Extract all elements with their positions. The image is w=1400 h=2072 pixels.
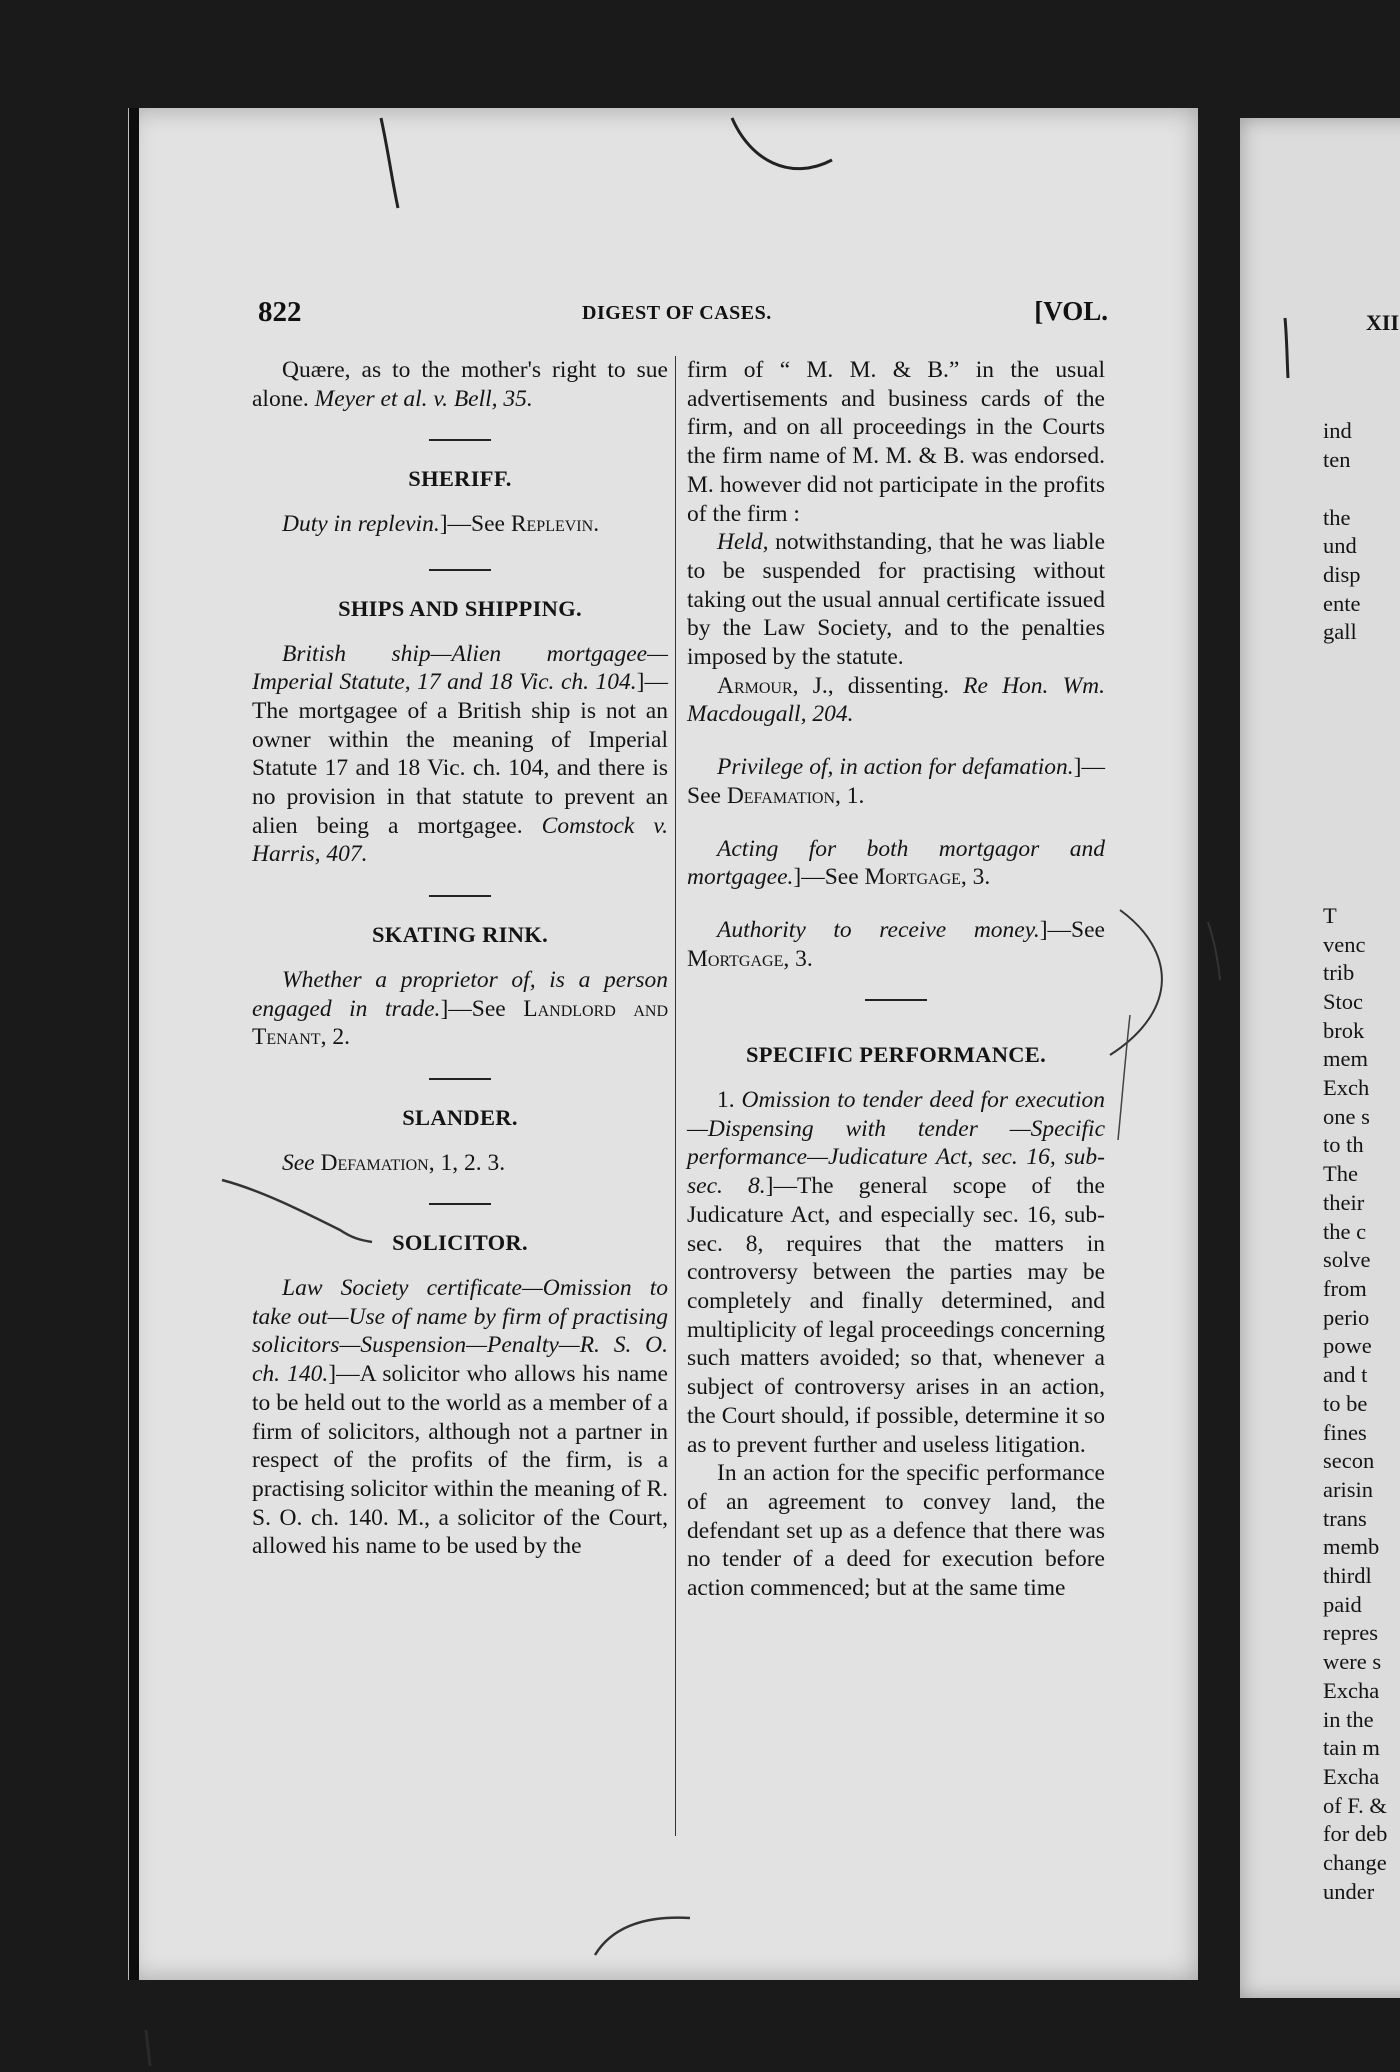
case-citation: Comstock v. Harris, 407. (252, 812, 668, 868)
page-number: 822 (258, 296, 302, 328)
facing-page-line: und (1323, 533, 1357, 559)
volume-label: [VOL. (1034, 296, 1108, 326)
facing-page-line: brok (1323, 1017, 1365, 1043)
facing-page-line (1323, 475, 1400, 504)
dissent-line: Armour, J., dissenting. Re Hon. Wm. Macdougall, 204. (687, 672, 1106, 728)
facing-page-lines-bottom (1323, 902, 1400, 1907)
entry-sheriff: Duty in replevin.]—See Replevin. (282, 511, 600, 538)
facing-page-line: The (1323, 1161, 1358, 1187)
section-rule (429, 1078, 491, 1080)
left-column (252, 356, 668, 1561)
facing-page-line: the (1323, 504, 1351, 530)
facing-page-line: under (1323, 1878, 1375, 1904)
entry-ships: British ship—Alien mortgagee—Imperial Statute, 17 and 18 Vic. ch. 104.]—The mortgagee of a British ship is not an owner within the meaning of Imperial Statute 17 and 18 Vic. ch. 104, and there is no provision in that statute to prevent an alien being a mortgagee. Comstock v. Harris, 407. (252, 640, 668, 868)
facing-page-line: disp (1323, 561, 1361, 587)
facing-page-line: their (1323, 1189, 1365, 1215)
running-title: DIGEST OF CASES. (582, 302, 772, 324)
facing-page-line: arisin (1323, 1476, 1373, 1502)
section-rule (429, 439, 491, 441)
facing-page-line: powe (1323, 1333, 1372, 1359)
heading-slander: SLANDER. (402, 1104, 518, 1130)
facing-page-line: fines (1323, 1419, 1367, 1445)
facing-page-line: to be (1323, 1390, 1368, 1416)
facing-page-line: Stoc (1323, 988, 1364, 1014)
facing-page-line: repres (1323, 1620, 1378, 1646)
facing-page-lines-top (1323, 417, 1400, 647)
specific-performance-para-2: In an action for the specific performance of an agreement to convey land, the defendant set up as a defence that there was no tender of a deed for execution before action commenced; but at the same time (687, 1460, 1105, 1602)
facing-page-line: trib (1323, 960, 1355, 986)
solicitor-continuation: firm of “ M. M. & B.” in the usual advertisements and business cards of the firm, and on all proceedings in the Courts the firm name of M. M. & B. was endorsed. M. however did not participate in the profits of the firm : (687, 357, 1105, 527)
facing-page-line: memb (1323, 1534, 1380, 1560)
facing-page-line: for deb (1323, 1821, 1388, 1847)
facing-page-line: T (1323, 902, 1337, 928)
heading-ships: SHIPS AND SHIPPING. (338, 595, 582, 621)
intro-entry: Quære, as to the mother's right to sue alone. Meyer et al. v. Bell, 35. (252, 357, 668, 412)
facing-page-line: the c (1323, 1218, 1367, 1244)
heading-skating-rink: SKATING RINK. (371, 922, 548, 948)
entry-solicitor: Law Society certificate—Omission to take out—Use of name by firm of practising solicitors—Suspension—Penalty—R. S. O. ch. 140.]—A solicitor who allows his name to be held out to the world as a member of a firm of solicitors, although not a partner in respect of the profits of the firm, is a practising solicitor within the meaning of R. S. O. ch. 140. M., a solicitor of the Court, allowed his name to be used by the (252, 1275, 668, 1560)
entry-privilege: Privilege of, in action for defamation.]—See Defamation, 1. (687, 754, 1105, 809)
facing-page-line: perio (1323, 1304, 1370, 1330)
facing-page-line: trans (1323, 1505, 1367, 1531)
facing-page-line: in the (1323, 1706, 1374, 1732)
facing-page-line: solve (1323, 1247, 1371, 1273)
facing-page-line: change (1323, 1850, 1387, 1876)
facing-page-header: XII (1366, 310, 1400, 335)
facing-page-line: venc (1323, 931, 1366, 957)
facing-page-line: to th (1323, 1132, 1364, 1158)
facing-page-line: were s (1323, 1649, 1382, 1675)
heading-specific-performance: SPECIFIC PERFORMANCE. (745, 1042, 1047, 1068)
facing-page-line: from (1323, 1275, 1367, 1301)
facing-page-line: mem (1323, 1046, 1368, 1072)
facing-page-line: tain m (1323, 1735, 1380, 1761)
heading-sheriff: SHERIFF. (408, 466, 512, 492)
facing-page-line: of F. & (1323, 1792, 1387, 1818)
heading-solicitor: SOLICITOR. (392, 1230, 528, 1256)
entry-acting: Acting for both mortgagor and mortgagee.]—See Mortgage, 3. (687, 835, 1105, 891)
column-divider (675, 356, 676, 1836)
facing-page-text (1323, 360, 1400, 1935)
facing-page-line: thirdl (1323, 1563, 1372, 1589)
facing-page-line: Exch (1323, 1075, 1370, 1101)
case-citation: Re Hon. Wm. Macdougall, 204. (687, 672, 1106, 728)
running-header (258, 296, 1108, 330)
facing-page-line: paid (1323, 1591, 1362, 1617)
entry-skating-rink: Whether a proprietor of, is a person engaged in trade.]—See Landlord and Tenant, 2. (252, 966, 668, 1051)
facing-page-line: gall (1323, 619, 1357, 645)
facing-page-line: ind (1323, 418, 1352, 444)
case-citation: Meyer et al. v. Bell, 35. (314, 385, 533, 412)
facing-page-line: ente (1323, 590, 1361, 616)
section-rule (429, 1203, 491, 1205)
entry-authority: Authority to receive money.]—See Mortgage, 3. (687, 916, 1105, 972)
section-rule (865, 999, 927, 1001)
facing-page-line: and t (1323, 1362, 1368, 1388)
entry-slander: See Defamation, 1, 2. 3. (282, 1149, 506, 1176)
facing-page-line: secon (1323, 1448, 1375, 1474)
section-rule (429, 895, 491, 897)
facing-page-line: Excha (1323, 1763, 1380, 1789)
held-paragraph: Held, notwithstanding, that he was liable to be suspended for practising without taking out the usual annual certificate issued by the Law Society, and to the penalties imposed by the statute. (687, 529, 1105, 671)
facing-page-line: one s (1323, 1103, 1370, 1129)
facing-page-line: Excha (1323, 1677, 1380, 1703)
facing-page-line: ten (1323, 447, 1351, 473)
right-column (687, 356, 1105, 1603)
entry-specific-performance: 1. Omission to tender deed for execution—Dispensing with tender —Specific performance—Judicature Act, sec. 16, sub-sec. 8.]—The general scope of the Judicature Act, and especially sec. 16, sub-sec. 8, requires that the matters in controversy between the parties may be completely and finally determined, and multiplicity of legal proceedings concerning such matters avoided; so that, whenever a subject of controversy arises in an action, the Court should, if possible, determine it so as to prevent further and useless litigation. (687, 1087, 1106, 1458)
section-rule (429, 569, 491, 571)
